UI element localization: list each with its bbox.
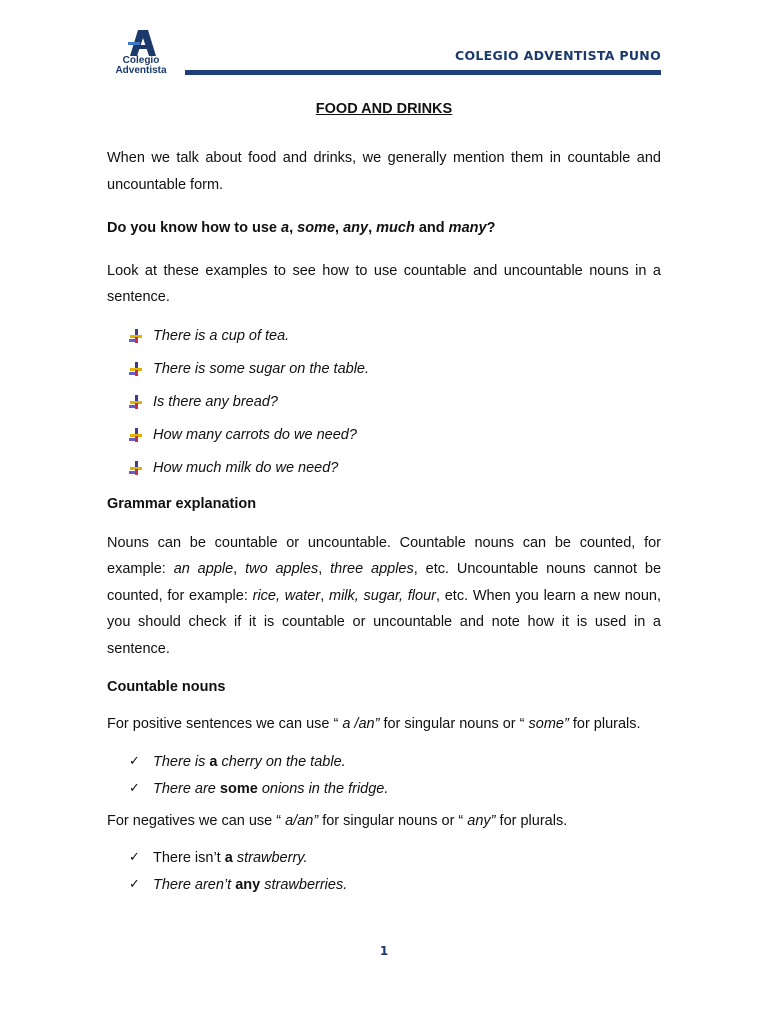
- list-item: [107, 752, 661, 779]
- grammar-text: ,: [318, 561, 331, 577]
- question-any: any: [343, 220, 369, 236]
- list-item: [107, 848, 661, 875]
- arrow-bullet-icon: [129, 395, 143, 409]
- checkmark-icon: ✓: [129, 753, 140, 769]
- rule-text: For negatives we can use “: [107, 812, 282, 829]
- question-many: many: [448, 220, 487, 236]
- intro-paragraph: When we talk about food and drinks, we generally mention them in countable and uncountable form.: [107, 150, 661, 193]
- question-and: and: [414, 220, 449, 236]
- grammar-text: Nouns can be countable or uncountable. Countable nouns can be counted, for example:: [107, 534, 661, 577]
- question-heading: [107, 215, 661, 242]
- example-text: strawberries.: [260, 877, 348, 893]
- page-number: 1: [379, 944, 389, 958]
- question-some: some: [297, 220, 336, 236]
- list-item: [107, 359, 661, 392]
- question-a: a: [281, 220, 290, 236]
- rule-term: some”: [524, 716, 569, 732]
- logo-a-icon: [126, 30, 156, 56]
- list-item: [107, 779, 661, 806]
- countable-heading: Countable nouns: [107, 679, 226, 695]
- question-comma: ,: [289, 220, 298, 236]
- rule-text: for singular nouns or “: [318, 812, 464, 829]
- example-text: How much milk do we need?: [153, 459, 339, 476]
- rule-text: for plurals.: [495, 812, 568, 829]
- school-logo: [108, 30, 174, 76]
- grammar-heading: Grammar explanation: [107, 495, 257, 512]
- grammar-paragraph: [107, 530, 661, 663]
- list-item: [107, 392, 661, 425]
- example-text: There isn’t: [153, 850, 225, 866]
- example-bold: some: [219, 780, 258, 797]
- arrow-bullet-icon: [129, 428, 143, 442]
- negative-rule: [107, 808, 661, 835]
- question-much: much: [376, 220, 415, 236]
- list-item: [107, 875, 661, 902]
- school-name: COLEGIO ADVENTISTA PUNO: [455, 48, 661, 63]
- checkmark-icon: ✓: [129, 877, 140, 892]
- document-body: [107, 98, 661, 902]
- positive-examples: [107, 752, 661, 806]
- grammar-text: ,: [233, 561, 246, 577]
- arrow-bullet-icon: [129, 362, 143, 376]
- negative-examples: [107, 848, 661, 902]
- rule-text: for plurals.: [568, 716, 641, 732]
- rule-term: a /an”: [338, 716, 380, 732]
- grammar-text: , etc. Uncountable nouns cannot be counted, for example:: [107, 561, 662, 604]
- page-title: FOOD AND DRINKS: [315, 101, 453, 117]
- rule-term: any”: [463, 812, 496, 829]
- example-text: There aren’t: [153, 877, 236, 893]
- list-item: [107, 458, 661, 491]
- grammar-text: ,: [320, 587, 329, 604]
- arrow-bullet-icon: [129, 329, 143, 343]
- page-header: [0, 0, 768, 90]
- example-text: There are: [153, 780, 220, 797]
- checkmark-icon: ✓: [129, 850, 140, 865]
- rule-text: for singular nouns or “: [379, 716, 525, 732]
- example-bold: any: [235, 877, 261, 893]
- examples-list: [107, 326, 661, 491]
- grammar-example: three apples: [330, 561, 414, 577]
- example-text: There is a cup of tea.: [153, 327, 290, 344]
- question-comma: ,: [335, 220, 344, 236]
- example-bold: a: [224, 850, 233, 866]
- logo-text-2: Adventista: [115, 65, 167, 76]
- example-text: strawberry.: [232, 850, 308, 866]
- grammar-text: , etc. When you learn a new noun, you should check if it is countable or uncountable and note how it is used in a sentence.: [107, 587, 661, 657]
- example-text: How many carrots do we need?: [153, 426, 357, 443]
- example-text: There is some sugar on the table.: [153, 360, 370, 377]
- arrow-bullet-icon: [129, 461, 143, 475]
- positive-rule: [107, 711, 661, 738]
- rule-text: For positive sentences we can use “: [107, 716, 339, 732]
- list-item: [107, 425, 661, 458]
- example-bold: a: [209, 753, 218, 770]
- grammar-example: rice, water: [252, 587, 321, 604]
- examples-intro: Look at these examples to see how to use countable and uncountable nouns in a sentence.: [107, 262, 661, 305]
- logo-text-1: Colegio: [122, 55, 160, 66]
- rule-term: a/an”: [281, 812, 319, 829]
- question-mark: ?: [486, 220, 496, 236]
- example-text: Is there any bread?: [153, 393, 278, 410]
- example-text: onions in the fridge.: [257, 780, 389, 797]
- list-item: [107, 326, 661, 359]
- question-text: Do you know how to use: [107, 220, 281, 236]
- question-comma: ,: [368, 220, 377, 236]
- header-rule: [185, 70, 661, 75]
- example-text: There is: [153, 753, 210, 770]
- grammar-example: two apples: [245, 561, 319, 577]
- example-text: cherry on the table.: [217, 753, 346, 770]
- grammar-example: an apple: [173, 561, 234, 577]
- checkmark-icon: ✓: [129, 780, 140, 796]
- grammar-example: milk, sugar, flour: [328, 587, 436, 604]
